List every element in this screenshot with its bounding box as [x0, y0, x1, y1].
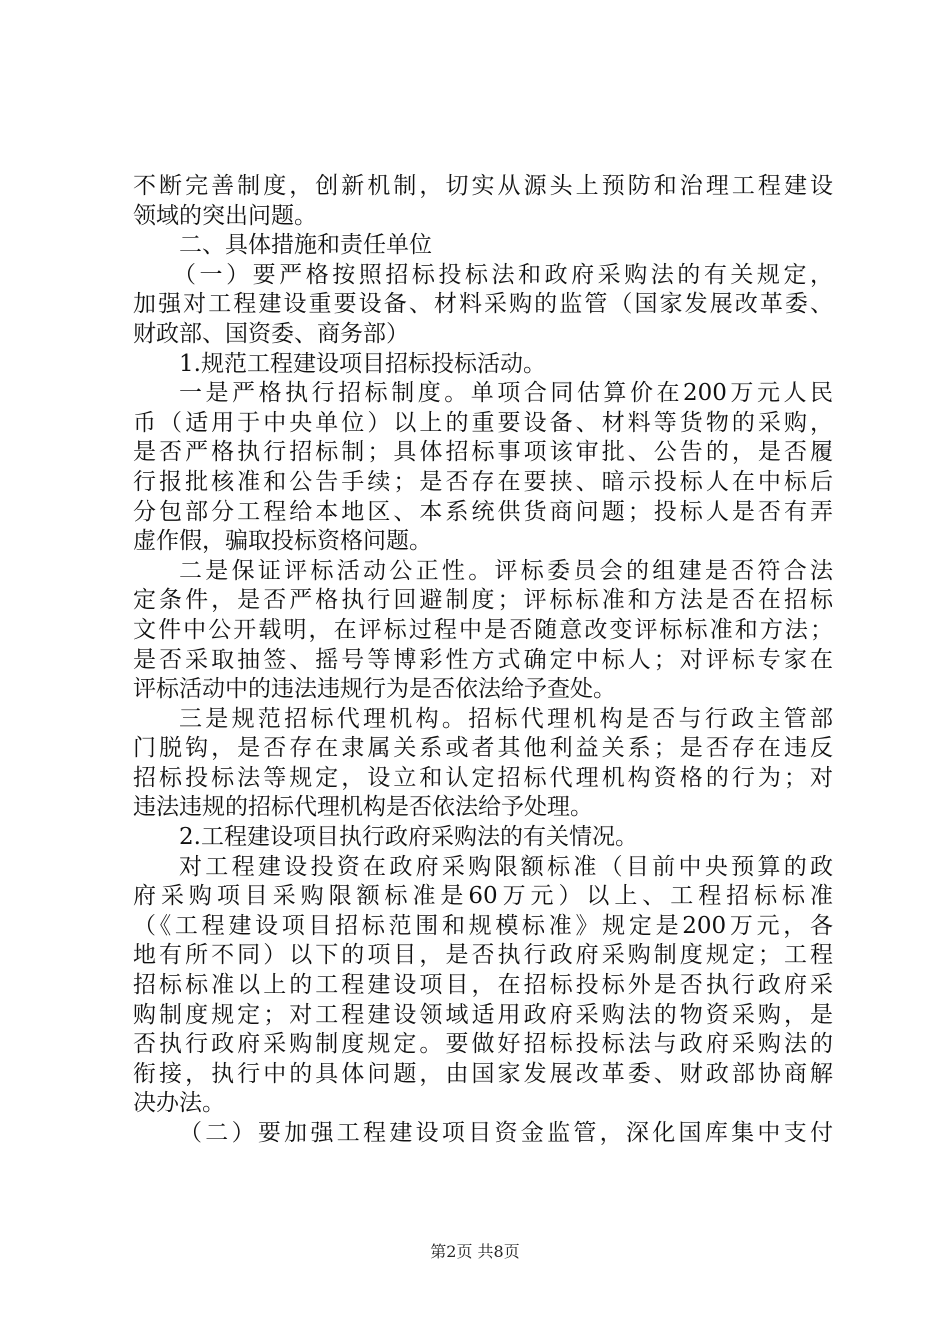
text-line: 违法违规的招标代理机构是否依法给予处理。 [133, 794, 593, 821]
text-line: 财政部、国资委、商务部） [133, 320, 409, 347]
text-line: 文件中公开载明，在评标过程中是否随意改变评标标准和方法； [133, 616, 833, 643]
text-line: 二、具体措施和责任单位 [179, 232, 432, 259]
text-line: 地有所不同）以下的项目，是否执行政府采购制度规定；工程 [133, 942, 833, 969]
text-line: 2.工程建设项目执行政府采购法的有关情况。 [179, 824, 638, 851]
text-line: （《工程建设项目招标范围和规模标准》规定是200万元，各 [133, 912, 833, 939]
text-line: 不断完善制度，创新机制，切实从源头上预防和治理工程建设 [133, 173, 833, 199]
text-line: 否执行政府采购制度规定。要做好招标投标法与政府采购法的 [133, 1031, 833, 1058]
text-line: 是否严格执行招标制；具体招标事项该审批、公告的，是否履 [133, 439, 833, 466]
text-line: 定条件，是否严格执行回避制度；评标标准和方法是否在招标 [133, 587, 833, 614]
text-line: 一是严格执行招标制度。单项合同估算价在200万元人民 [179, 380, 833, 407]
text-line: 加强对工程建设重要设备、材料采购的监管（国家发展改革委、 [133, 291, 833, 318]
text-line: 二是保证评标活动公正性。评标委员会的组建是否符合法 [179, 557, 833, 584]
text-line: 购制度规定；对工程建设领域适用政府采购法的物资采购，是 [133, 1001, 833, 1028]
document-body [133, 172, 833, 1149]
text-line: 决办法。 [133, 1090, 225, 1117]
text-line: 府采购项目采购限额标准是60万元）以上、工程招标标准 [133, 883, 833, 910]
text-line: 领域的突出问题。 [133, 202, 317, 229]
text-line: 对工程建设投资在政府采购限额标准（目前中央预算的政 [179, 853, 833, 880]
text-line: 衔接，执行中的具体问题，由国家发展改革委、财政部协商解 [133, 1060, 833, 1087]
text-line: 门脱钩，是否存在隶属关系或者其他利益关系；是否存在违反 [133, 735, 833, 762]
text-line: 币（适用于中央单位）以上的重要设备、材料等货物的采购， [133, 409, 833, 436]
text-line: 行报批核准和公告手续；是否存在要挟、暗示投标人在中标后 [133, 468, 833, 495]
text-line: 招标投标法等规定，设立和认定招标代理机构资格的行为；对 [133, 764, 833, 791]
page-footer: 第2页 共8页 [430, 1242, 520, 1261]
text-line: 三是规范招标代理机构。招标代理机构是否与行政主管部 [179, 705, 833, 732]
text-line: （二）要加强工程建设项目资金监管，深化国库集中支付 [179, 1120, 833, 1146]
text-line: 分包部分工程给本地区、本系统供货商问题；投标人是否有弄 [133, 498, 833, 525]
text-line: 是否采取抽签、摇号等博彩性方式确定中标人；对评标专家在 [133, 646, 833, 673]
text-line: 评标活动中的违法违规行为是否依法给予查处。 [133, 676, 616, 703]
text-line: 招标标准以上的工程建设项目，在招标投标外是否执行政府采 [133, 972, 833, 999]
text-line: 虚作假，骗取投标资格问题。 [133, 528, 432, 555]
text-line: （一）要严格按照招标投标法和政府采购法的有关规定， [173, 261, 833, 288]
text-line: 1.规范工程建设项目招标投标活动。 [179, 350, 546, 377]
